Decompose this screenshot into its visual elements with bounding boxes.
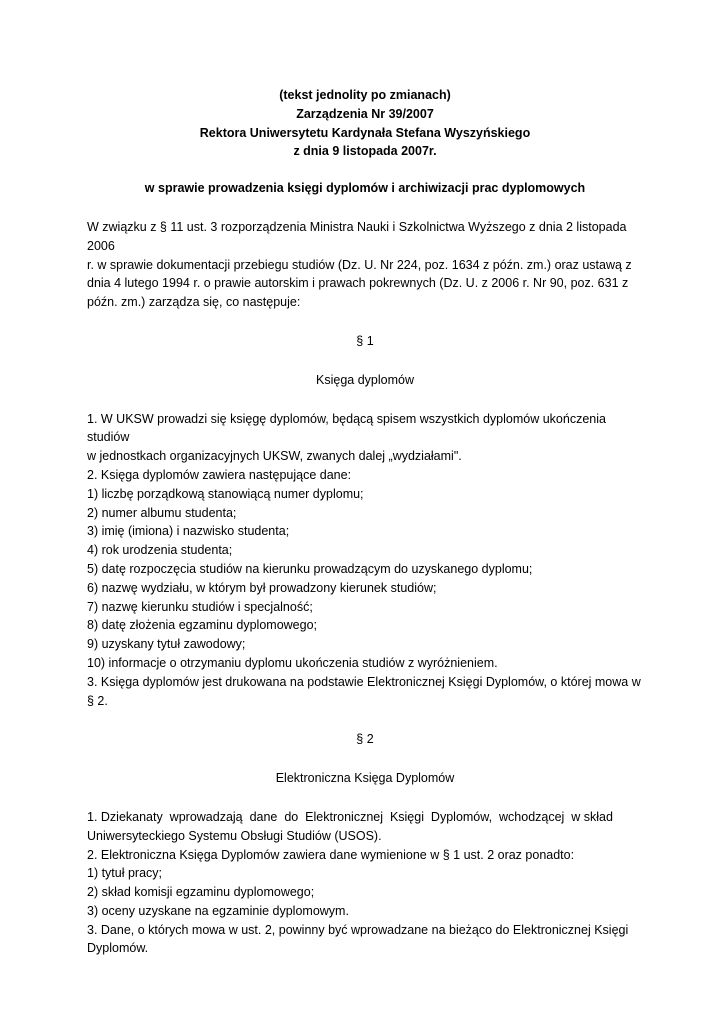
section-1-line: 1) liczbę porządkową stanowiącą numer dyplomu; xyxy=(87,486,364,501)
section-2-text xyxy=(87,808,643,958)
intro-line: późn. zm.) zarządza się, co następuje: xyxy=(87,295,301,310)
document-body xyxy=(87,86,643,958)
section-2-line: 2. Elektroniczna Księga Dyplomów zawiera dane wymienione w § 1 ust. 2 oraz ponadto: xyxy=(87,847,575,862)
section-2-line: 3. Dane, o których mowa w ust. 2, powinny być wprowadzane na bieżąco do Elektronicznej Księgi xyxy=(87,922,629,937)
section-1-text xyxy=(87,410,643,711)
section-2-line: 1. Dziekanaty wprowadzają dane do Elektronicznej Księgi Dyplomów, wchodzącej w skład xyxy=(87,809,613,824)
header-line-3: Rektora Uniwersytetu Kardynała Stefana Wyszyńskiego xyxy=(199,125,531,140)
section-1-line: w jednostkach organizacyjnych UKSW, zwanych dalej „wydziałami". xyxy=(87,449,462,464)
section-1-line: 6) nazwę wydziału, w którym był prowadzony kierunek studiów; xyxy=(87,580,437,595)
section-1 xyxy=(87,332,643,710)
intro-line: r. w sprawie dokumentacji przebiegu studiów (Dz. U. Nr 224, poz. 1634 z późn. zm.) oraz ustawą z xyxy=(87,257,632,272)
section-1-line: 3) imię (imiona) i nazwisko studenta; xyxy=(87,524,290,539)
intro-line: W związku z § 11 ust. 3 rozporządzenia Ministra Nauki i Szkolnictwa Wyższego z dnia 2 listopada 2006 xyxy=(87,219,627,253)
section-1-title: Księga dyplomów xyxy=(316,372,414,387)
section-2-line: Uniwersyteckiego Systemu Obsługi Studiów (USOS). xyxy=(87,828,382,843)
header-line-4: z dnia 9 listopada 2007r. xyxy=(293,144,437,159)
section-1-line: 3. Księga dyplomów jest drukowana na podstawie Elektronicznej Księgi Dyplomów, o której mowa w xyxy=(87,674,641,689)
section-1-line: 9) uzyskany tytuł zawodowy; xyxy=(87,637,246,652)
section-1-number: § 1 xyxy=(356,333,374,348)
section-2-line: 1) tytuł pracy; xyxy=(87,866,163,881)
section-1-line: 8) datę złożenia egzaminu dyplomowego; xyxy=(87,618,317,633)
section-2-line: Dyplomów. xyxy=(87,941,149,956)
section-1-line: 5) datę rozpoczęcia studiów na kierunku prowadzącym do uzyskanego dyplomu; xyxy=(87,561,533,576)
section-1-line: 2. Księga dyplomów zawiera następujące dane: xyxy=(87,467,352,482)
intro-paragraph xyxy=(87,218,643,312)
intro-line: dnia 4 lutego 1994 r. o prawie autorskim i prawach pokrewnych (Dz. U. z 2006 r. Nr 90, poz. 631 z xyxy=(87,276,629,291)
document-subject: w sprawie prowadzenia księgi dyplomów i archiwizacji prac dyplomowych xyxy=(144,181,586,196)
section-2-line: 2) skład komisji egzaminu dyplomowego; xyxy=(87,885,315,900)
header-line-1: (tekst jednolity po zmianach) xyxy=(279,88,451,102)
section-1-line: 7) nazwę kierunku studiów i specjalność; xyxy=(87,599,313,614)
document-header xyxy=(87,86,643,198)
section-2-number: § 2 xyxy=(356,732,374,747)
section-1-line: 2) numer albumu studenta; xyxy=(87,505,237,520)
section-1-line: 1. W UKSW prowadzi się księgę dyplomów, będącą spisem wszystkich dyplomów ukończenia studiów xyxy=(87,411,606,445)
section-2-title: Elektroniczna Księga Dyplomów xyxy=(275,771,455,786)
section-2-line: 3) oceny uzyskane na egzaminie dyplomowym. xyxy=(87,903,349,918)
header-line-2: Zarządzenia Nr 39/2007 xyxy=(296,106,434,121)
section-1-line: 10) informacje o otrzymaniu dyplomu ukończenia studiów z wyróżnieniem. xyxy=(87,655,498,670)
section-2 xyxy=(87,730,643,958)
section-1-line: 4) rok urodzenia studenta; xyxy=(87,543,233,558)
section-1-line: § 2. xyxy=(87,693,108,708)
